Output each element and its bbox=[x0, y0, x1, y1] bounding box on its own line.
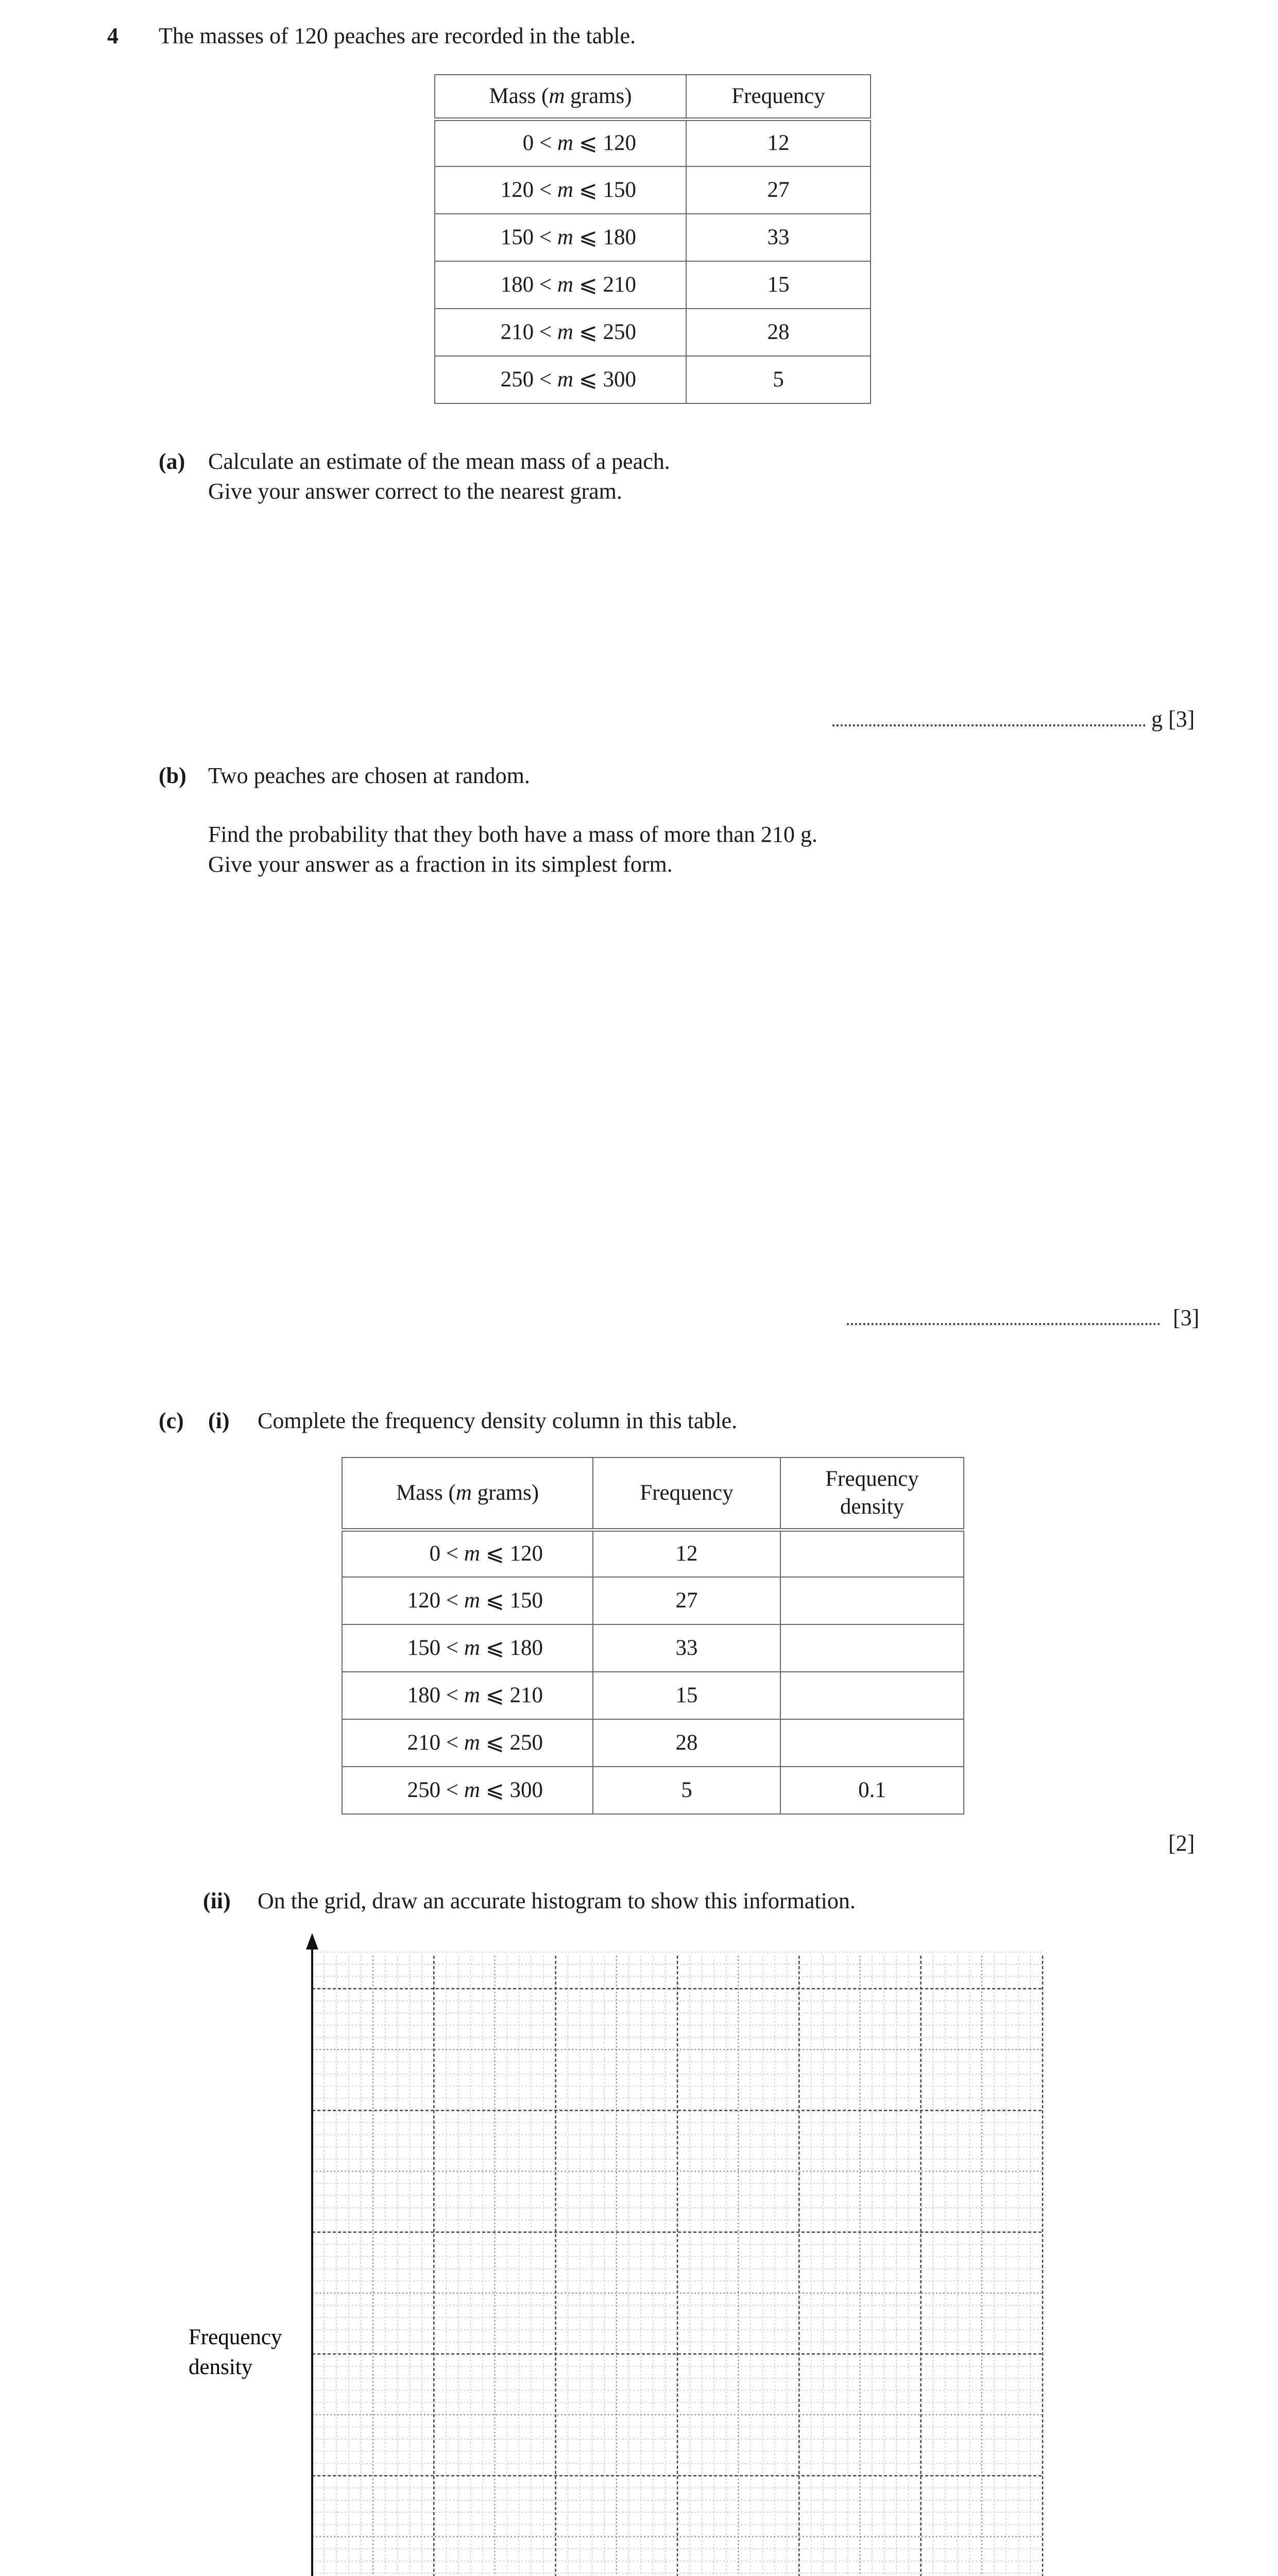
mass-interval-cell: 210 < m ⩽ 250 bbox=[342, 1719, 593, 1767]
mass-interval-cell: 250 < m ⩽ 300 bbox=[342, 1767, 593, 1814]
mass-interval-cell: 180 < m ⩽ 210 bbox=[435, 261, 686, 309]
frequency-cell: 15 bbox=[686, 261, 871, 309]
mass-interval-cell: 120 < m ⩽ 150 bbox=[435, 166, 686, 214]
part-b-instruction-2: Find the probability that they both have a mass of more than 210 g. bbox=[208, 822, 817, 847]
part-b-instruction-3: Give your answer as a fraction in its simplest form. bbox=[208, 852, 673, 877]
part-c-i-marks: [2] bbox=[1168, 1831, 1195, 1856]
frequency-cell: 27 bbox=[593, 1577, 780, 1624]
y-axis-title-line-1: Frequency bbox=[189, 2325, 282, 2349]
part-a-marks: [3] bbox=[1168, 706, 1195, 732]
frequency-cell: 12 bbox=[593, 1530, 780, 1577]
part-c-label: (c) bbox=[159, 1408, 184, 1433]
frequency-cell: 33 bbox=[686, 214, 871, 261]
part-b-instruction-1: Two peaches are chosen at random. bbox=[208, 763, 530, 788]
question-number: 4 bbox=[107, 23, 118, 48]
part-b-label: (b) bbox=[159, 763, 186, 788]
frequency-cell: 12 bbox=[686, 119, 871, 166]
header-frequency: Frequency bbox=[593, 1458, 780, 1530]
part-c-i-instruction: Complete the frequency density column in this table. bbox=[258, 1408, 738, 1433]
frequency-cell: 15 bbox=[593, 1672, 780, 1719]
frequency-cell: 33 bbox=[593, 1624, 780, 1672]
grid-lines bbox=[312, 1952, 1043, 2576]
y-axis-title-line-2: density bbox=[189, 2355, 253, 2379]
header-frequency-density: Frequency density bbox=[780, 1458, 964, 1530]
mass-interval-cell: 0 < m ⩽ 120 bbox=[342, 1530, 593, 1577]
mass-interval-cell: 210 < m ⩽ 250 bbox=[435, 309, 686, 356]
frequency-cell: 28 bbox=[686, 309, 871, 356]
mass-interval-cell: 150 < m ⩽ 180 bbox=[435, 214, 686, 261]
frequency-cell: 27 bbox=[686, 166, 871, 214]
y-axis-arrow-icon bbox=[306, 1933, 318, 1950]
mass-interval-cell: 250 < m ⩽ 300 bbox=[435, 356, 686, 403]
header-frequency: Frequency bbox=[686, 75, 871, 119]
part-c-ii-label: (ii) bbox=[203, 1888, 231, 1913]
part-a-label: (a) bbox=[159, 449, 185, 474]
header-mass: Mass (m grams) bbox=[435, 75, 686, 119]
frequency-cell: 5 bbox=[593, 1767, 780, 1814]
part-a-instruction-2: Give your answer correct to the nearest gram. bbox=[208, 479, 622, 504]
part-c-i-label: (i) bbox=[208, 1408, 230, 1433]
header-mass: Mass (m grams) bbox=[342, 1458, 593, 1530]
part-c-ii-instruction: On the grid, draw an accurate histogram to show this information. bbox=[258, 1888, 856, 1913]
part-a-instruction-1: Calculate an estimate of the mean mass of a peach. bbox=[208, 449, 670, 474]
mass-interval-cell: 0 < m ⩽ 120 bbox=[435, 119, 686, 166]
mass-interval-cell: 150 < m ⩽ 180 bbox=[342, 1624, 593, 1672]
part-b-marks: [3] bbox=[1173, 1305, 1200, 1330]
frequency-cell: 28 bbox=[593, 1719, 780, 1767]
part-a-unit: g bbox=[1151, 706, 1163, 732]
frequency-density-cell[interactable]: 0.1 bbox=[780, 1767, 964, 1814]
mass-interval-cell: 180 < m ⩽ 210 bbox=[342, 1672, 593, 1719]
frequency-cell: 5 bbox=[686, 356, 871, 403]
mass-interval-cell: 120 < m ⩽ 150 bbox=[342, 1577, 593, 1624]
question-intro: The masses of 120 peaches are recorded in the table. bbox=[159, 23, 636, 48]
